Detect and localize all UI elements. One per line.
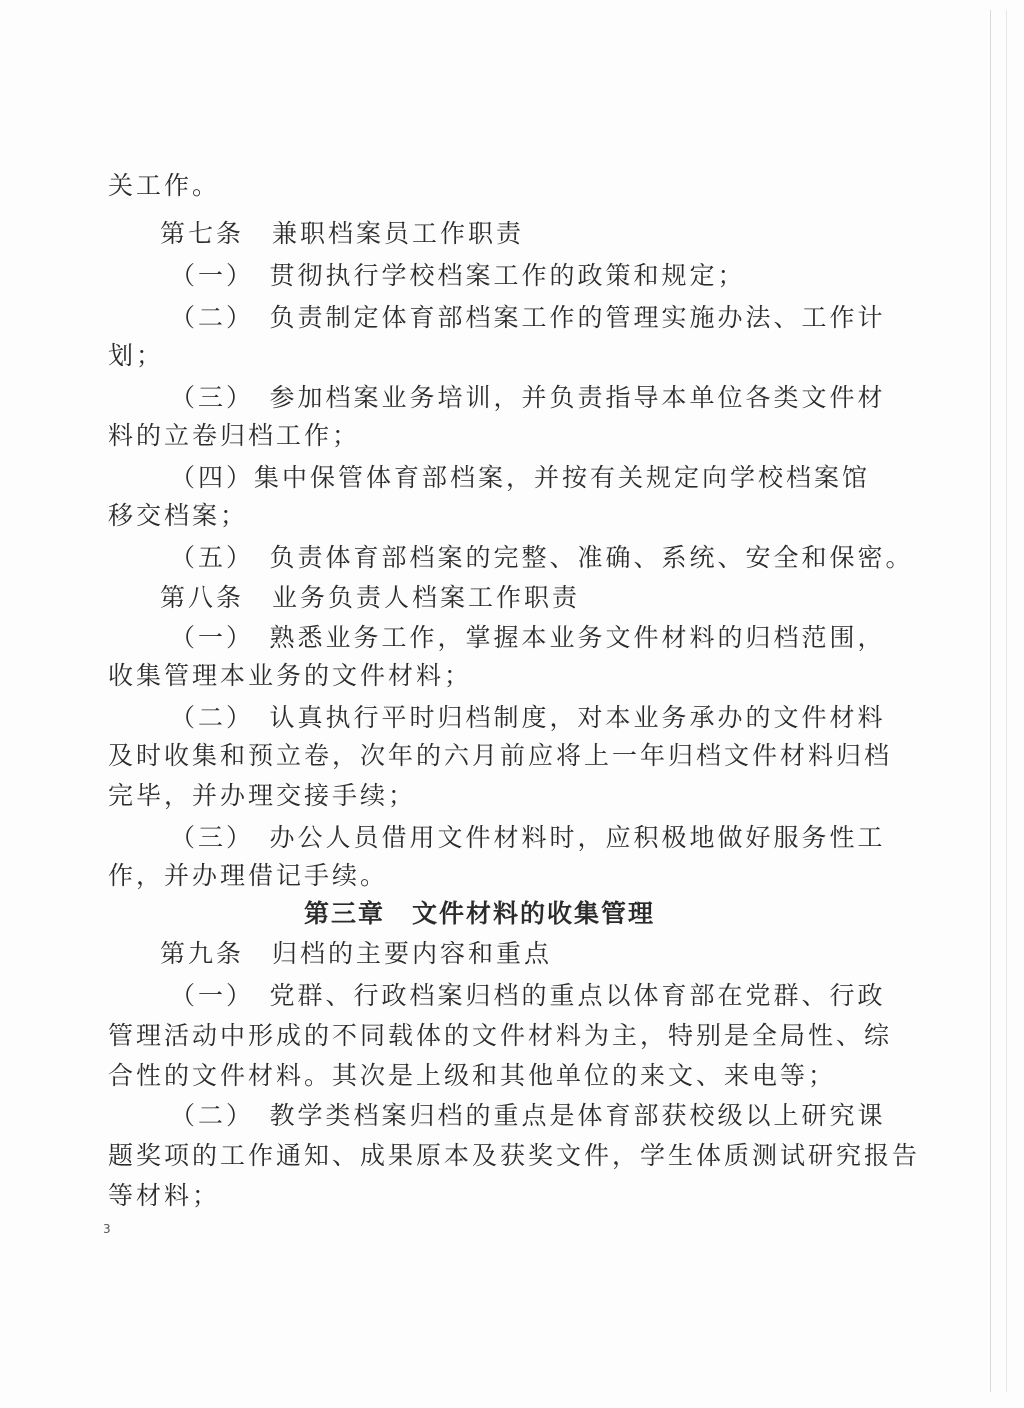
text-line: 等材料； [108,1181,221,1210]
article-heading: 第七条 兼职档案员工作职责 [160,219,525,248]
text-line: （二） 教学类档案归档的重点是体育部获校级以上研究课 [170,1101,886,1130]
text-line: 合性的文件材料。其次是上级和其他单位的来文、来电等； [108,1061,837,1090]
text-line: （一） 党群、行政档案归档的重点以体育部在党群、行政 [170,981,886,1010]
text-line: （三） 办公人员借用文件材料时，应积极地做好服务性工 [170,823,886,852]
text-line: 关工作。 [108,171,221,200]
chapter-heading: 第三章 文件材料的收集管理 [304,899,656,928]
page-edge-shadow [1006,10,1007,1392]
text-line: （一） 贯彻执行学校档案工作的政策和规定； [170,261,746,290]
page-number: 3 [103,1222,111,1236]
text-line: 收集管理本业务的文件材料； [108,661,473,690]
page-edge-shadow [990,10,991,1392]
text-line: （一） 熟悉业务工作，掌握本业务文件材料的归档范围， [170,623,886,652]
text-line: 完毕，并办理交接手续； [108,781,417,810]
text-line: 划； [108,341,165,370]
text-line: 及时收集和预立卷，次年的六月前应将上一年归档文件材料归档 [108,741,893,770]
text-line: 料的立卷归档工作； [108,421,361,450]
text-line: （二） 认真执行平时归档制度，对本业务承办的文件材料 [170,703,886,732]
text-line: （五） 负责体育部档案的完整、准确、系统、安全和保密。 [170,543,914,572]
text-line: 移交档案； [108,501,249,530]
text-line: （四）集中保管体育部档案，并按有关规定向学校档案馆 [170,463,871,492]
text-line: 管理活动中形成的不同载体的文件材料为主，特别是全局性、综 [108,1021,893,1050]
article-heading: 第九条 归档的主要内容和重点 [160,939,553,968]
text-line: （二） 负责制定体育部档案工作的管理实施办法、工作计 [170,303,886,332]
text-line: 题奖项的工作通知、成果原本及获奖文件，学生体质测试研究报告 [108,1141,921,1170]
text-line: （三） 参加档案业务培训，并负责指导本单位各类文件材 [170,383,886,412]
article-heading: 第八条 业务负责人档案工作职责 [160,583,581,612]
text-line: 作，并办理借记手续。 [108,861,389,890]
